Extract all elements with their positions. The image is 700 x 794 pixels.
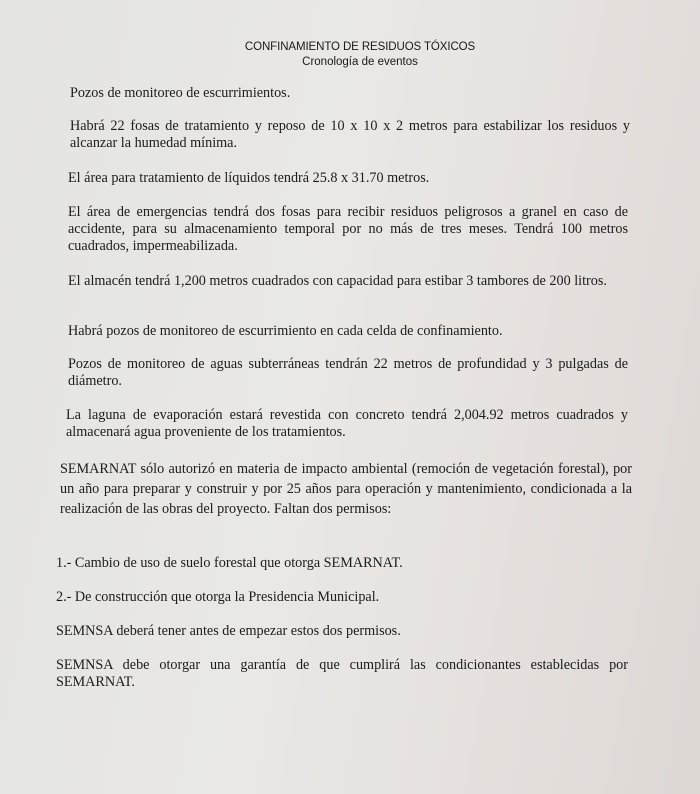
list-item: 2.- De construcción que otorga la Presidencia Municipal.: [56, 589, 380, 605]
document-subtitle: Cronología de eventos: [302, 56, 418, 68]
paragraph: Pozos de monitoreo de aguas subterráneas tendrán 22 metros de profundidad y 3 pulgadas de diámetro.: [68, 356, 628, 389]
paragraph: El almacén tendrá 1,200 metros cuadrados con capacidad para estibar 3 tambores de 200 litros.: [68, 273, 607, 289]
paragraph: SEMARNAT sólo autorizó en materia de impacto ambiental (remoción de vegetación forestal), por un año para preparar y construir y por 25 años para operación y mantenimiento, condicionada a la realización de las obras del proyecto. Faltan dos permisos:: [60, 461, 632, 517]
paragraph: El área para tratamiento de líquidos tendrá 25.8 x 31.70 metros.: [68, 170, 430, 186]
paragraph: SEMNSA deberá tener antes de empezar estos dos permisos.: [56, 623, 401, 639]
paragraph: Pozos de monitoreo de escurrimientos.: [70, 85, 291, 101]
document-title: CONFINAMIENTO DE RESIDUOS TÓXICOS: [244, 41, 476, 53]
document-header: [0, 40, 700, 70]
paragraph: La laguna de evaporación estará revestida con concreto tendrá 2,004.92 metros cuadrados y almacenará agua proveniente de los tratamientos.: [66, 407, 628, 440]
paragraph: El área de emergencias tendrá dos fosas para recibir residuos peligrosos a granel en caso de accidente, para su almacenamiento temporal por no más de tres meses. Tendrá 100 metros cuadrados, impermeabilizada.: [68, 204, 628, 254]
paragraph: Habrá 22 fosas de tratamiento y reposo de 10 x 10 x 2 metros para estabilizar los residuos y alcanzar la humedad mínima.: [70, 118, 630, 151]
paragraph: Habrá pozos de monitoreo de escurrimiento en cada celda de confinamiento.: [68, 323, 503, 339]
list-item: 1.- Cambio de uso de suelo forestal que otorga SEMARNAT.: [56, 555, 403, 571]
paragraph: SEMNSA debe otorgar una garantía de que cumplirá las condicionantes establecidas por SEMARNAT.: [56, 657, 628, 690]
